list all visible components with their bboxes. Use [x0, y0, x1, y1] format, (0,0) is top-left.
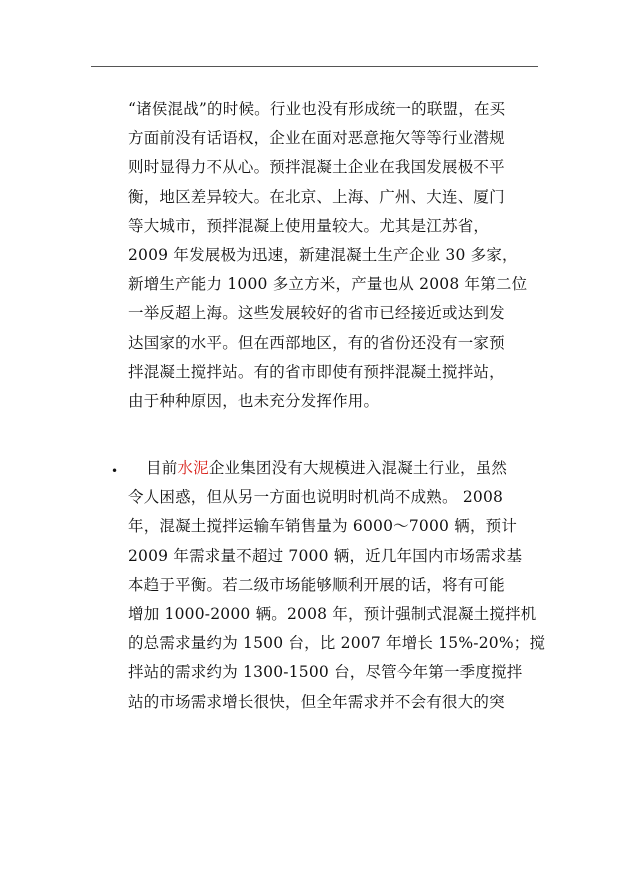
- paragraph-2-line: 2009 年需求量不超过 7000 辆，近几年国内市场需求基: [128, 546, 523, 565]
- paragraph-2-line: 拌站的需求约为 1300-1500 台，尽管今年第一季度搅拌: [128, 663, 523, 682]
- paragraph-1-line: 由于种种原因，也未充分发挥作用。: [128, 391, 380, 410]
- paragraph-2-first-line: [128, 454, 524, 483]
- paragraph-1-line: 2009 年发展极为迅速，新建混凝土生产企业 30 多家，: [128, 245, 518, 264]
- paragraph-1-line: 方面前没有话语权，企业在面对恶意拖欠等等行业潜规: [128, 129, 505, 148]
- paragraph-1-line: 衡，地区差异较大。在北京、上海、广州、大连、厦门: [128, 187, 505, 206]
- paragraph-2-line: 本趋于平衡。若二级市场能够顺利开展的话，将有可能: [128, 575, 505, 594]
- paragraph-1-line: 一举反超上海。这些发展较好的省市已经接近或达到发: [128, 304, 505, 323]
- paragraph-2-line: 站的市场需求增长很快，但全年需求并不会有很大的突: [128, 692, 505, 711]
- paragraph-2-line: 的总需求量约为 1500 台，比 2007 年增长 15%-20%；搅: [128, 634, 546, 653]
- paragraph-1-line: 等大城市，预拌混凝上使用量较大。尤其是江苏省，: [128, 216, 490, 235]
- paragraph-2-line: 令人困惑，但从另一方面也说明时机尚不成熟。 2008: [128, 488, 504, 507]
- paragraph-1-line: 则时显得力不从心。预拌混凝土企业在我国发展极不平: [128, 158, 505, 177]
- first-line-prefix: 目前: [146, 459, 178, 477]
- paragraph-1-line: 达国家的水平。但在西部地区，有的省份还没有一家预: [128, 333, 505, 352]
- header-rule: [91, 66, 538, 67]
- paragraph-1-line: 新增生产能力 1000 多立方米，产量也从 2008 年第二位: [128, 275, 528, 294]
- first-line-suffix: 企业集团没有大规模进入混凝土行业，虽然: [208, 459, 508, 477]
- highlighted-term[interactable]: 水泥: [177, 459, 209, 477]
- paragraph-1: [128, 95, 528, 416]
- paragraph-1-line: 拌混凝土搅拌站。有的省市即使有预拌混凝土搅拌站，: [128, 362, 505, 381]
- bullet-marker: •: [111, 464, 119, 478]
- paragraph-2: [128, 454, 546, 717]
- paragraph-2-line: 增加 1000-2000 辆。2008 年，预计强制式混凝土搅拌机: [128, 604, 537, 623]
- paragraph-1-line: “诸侯混战”的时候。行业也没有形成统一的联盟，在买: [128, 100, 506, 118]
- paragraph-2-line: 年，混凝土搅拌运输车销售量为 6000～7000 辆，预计: [128, 517, 518, 536]
